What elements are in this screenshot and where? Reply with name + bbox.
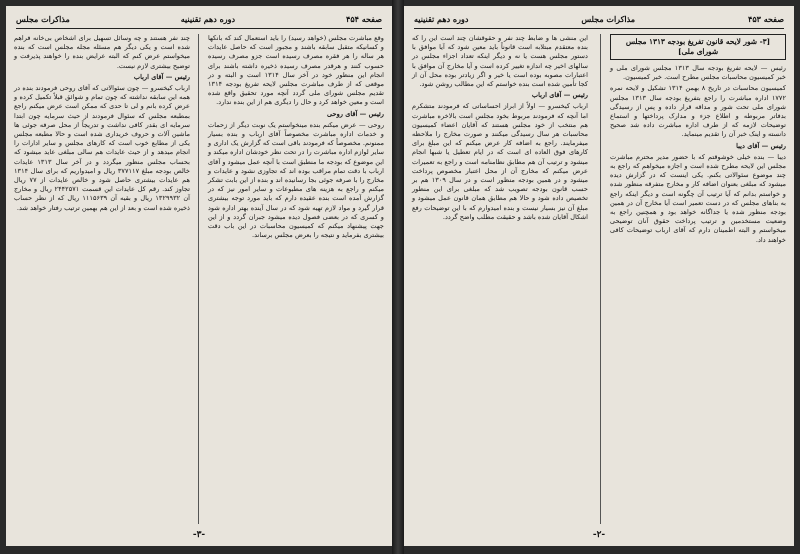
book-gutter (392, 0, 404, 554)
right-header-page-label: صفحه ۴۵۳ (748, 14, 784, 24)
left-header-rule (16, 28, 382, 29)
paragraph: ارباب کیخسرو — چون سئوالاتی که آقای روحی فرمودند بنده در همه این سابقه نداشته که چون تمام و شوائق قبلاً تکمیل کرده و عرض کرده بانم و لی تا حدی که ممکن است عرض میکنم راجع بمطبعه مجلس که سئوال فرمودند از حیث سرمایه چون ابتدا سرمایه ای بقدر کافی نداشت و تدریجاً از محل صرفه جوئی ها ماشین آلات و حروف خریداری شده است و حالا مطبعه مجلس یکی از مطابع خوب است که کارهای مجلس و سایر ادارات را انجام میدهد و از حیث عایدات هم سالی مبلغی عاید میشود که بحساب مجلس منظور میگردد و در آخر سال ۱۳۱۳ عایدات خالص بودجه مبلغ ۳۷۷۱۱۷ ریال و امیدواریم که برای سال ۱۳۱۴ هم عایدات بیشتری حاصل شود و خالص عایدات از ۷۷ ریال تجاوز کند. رقم کل عایدات این قسمت ۲۴۴۲۵۷۱ ریال و مخارج آن ۱۳۲۹۹۳۲ ریال و بقیه آن ۱۱۱۵۶۳۹ ریال که از نظر حساب ذخیره شده است و بعد از این هم بهمین ترتیب رفتار خواهد شد. (14, 84, 191, 212)
right-page-number: -۲- (592, 530, 606, 540)
paragraph: روحی — عرض میکنم بنده مینخواستم یک نوبت دیگر از زحمات و خدمات اداره مباشرت مخصوصاً آقای ارباب و بنده بسیار ممنونم. مخصوصاً که فرمودند باقی است که گزارش یک اداری و سایر لوازم اداره مباشرت را در تحت نظر خودشان اداره میکند و این موضوع که بودجه ما منطبق است با آنچه عمل میشود و آقای ارباب با دقت تمام مراقب بوده اند که تجاوزی نشود و عایدات و مخارج را با صرفه جوئی بجا رسانیده اند و بنده از این بابت تشکر میکنم و راجع به هزینه های مطبوعات و سایر امور نیز که در گزارش آمده است بنده عقیده دارم که باید مورد توجه بیشتری قرار گیرد و مواد لازم تهیه شود که در سال آینده بهتر اداره شود و کسری که در بعضی فصول دیده میشود جبران گردد و از این جهت پیشنهاد میکنم که کمیسیون محاسبات در این باب دقت بیشتری بفرماید و نتیجه را بعرض مجلس برساند. (208, 120, 384, 240)
paragraph: کمیسیون محاسبات در تاریخ ۸ بهمن ۱۳۱۴ تشکیل و لایحه نمره ۱۷۷۲ اداره مباشرت را راجع بتفریغ بودجه سال ۱۳۱۳ مجلس شورای ملی تحت شور و مداقه قرار داده و پس از رسیدگی بدفاتر مربوطه و اطلاع جزء و مدارک پرداختها و استماع توضیحات لازمه که از طرف اداره مباشرت داده شد صحیح دانسته و اینک خبر آن را تقدیم مینماید. (610, 84, 786, 139)
paragraph: رئیس — لایحه تفریغ بودجه سال ۱۳۱۳ مجلس شورای ملی و خبر کمیسیون محاسبات مجلس مطرح است. خبر کمیسیون. (610, 64, 786, 82)
paragraph: این منشی ها و ضابط چند نفر و حقوقشان چند است این را که بنده معتقدم مبتلابه است قانوناً باید معین شود که آیا موافق با دستور مجلس هست یا نه و دیگر اینکه تعداد اجزاء مجلس در سالهای اخیر چه اندازه تغییر کرده است و آیا مخارج آن موافق با اعتبارات مصوبه بوده است یا خیر و اگر زیادتر بوده محل آن از کجا تأمین شده است بنده خواستم که این مطالب روشن شود. (412, 34, 588, 89)
right-header-session: دوره دهم تقنینیه (414, 14, 469, 24)
right-page (404, 6, 794, 546)
paragraph: وقع مباشرت مجلس (خواهد رسید) را باید استعمال کند که بانکها و کسانیکه متقبل سابقه باشند و مجبور است که حاصل عایدات هر ساله را هر فقره مصرف رسیده است جزو مصرف رسیده حسوب کنند و هرقدر مصرف رسیده ذخیره داشته باشند برای انجام این منظور خود در آخر سال ۱۳۱۴ است و البته و در موقعی که از طرف مباشرت مجلس لایحه تفریغ بودجه ۱۳۱۴ تقدیم مجلس شورای ملی گردد آنچه مورد تحقیق واقع شده است و معین خواهد کرد و حال را دیگری هم از این بنده ندارد. (208, 34, 384, 107)
paragraph: چند نفر هستند و چه وسائل تسهیل برای اشخاص بی‌خانه فراهم شده است و یکی دیگر هم مسئله مجله مجلس است که بنده میخواستم عرض کنم که البته عرایض بنده را خواهند پذیرفت و توضیح بیشتری لازم نیست. (14, 34, 190, 70)
left-header-session: دوره دهم تقنینیه (180, 14, 236, 24)
left-page-column-left (14, 34, 190, 215)
left-page (6, 6, 392, 546)
right-page-column-right (610, 34, 786, 247)
left-column-divider (198, 34, 199, 524)
right-column-divider (600, 34, 601, 524)
left-header-title: مذاکرات مجلس (16, 14, 70, 24)
paragraph: دیبا — بنده خیلی خوشوقتم که با حضور مدیر محترم مباشرت مجلس این لایحه مطرح شده است و اجازه میخواهم که راجع به چند موضوع سئوالاتی بکنم. یکی اینست که در گزارش دیده میشود که مبلغی بعنوان اضافه کار و مخارج متفرقه منظور شده و خواستم بدانم که آیا ترتیب آن چگونه است و دیگر اینکه راجع به بناهای مجلس که در دست تعمیر است آیا مخارج آن در همین بودجه منظور شده یا جداگانه خواهد بود و همچنین راجع به وضعیت مستخدمین و ترتیب پرداخت حقوق آنان توضیحی میخواستم و البته اطمینان دارم که آقای ارباب توضیحات کافی خواهند داد. (610, 152, 786, 244)
right-header-rule (414, 28, 784, 29)
left-page-header (16, 12, 382, 26)
left-page-number: -۳- (192, 530, 206, 540)
speaker-heading: رئیس — آقای ارباب (531, 91, 588, 100)
paragraph: ارباب کیخسرو — اولاً از ابراز احساساتی که فرمودند متشکرم اما آنچه که فرمودند مربوط بخود مجلس است بالاخره مباشرت هم منتخب از خود مجلس هستند که آقایان اعضاء کمیسیون محاسبات هر سال رسیدگی میکنند و صورت مخارج را ملاحظه میفرمایند. راجع به اضافه کار عرض میکنم که این مبلغ برای کارهای فوق العاده ای است که در ایام تعطیل یا شبها انجام میشود و ترتیب آن هم مطابق نظامنامه است و راجع به تعمیرات عرض میکنم که مخارج آن از محل اعتبار مخصوص پرداخت میشود و در همین بودجه منظور است و در سال ۱۳۰۹ هم بر حسب قانون بودجه تصویب شد که مبلغی برای این منظور تخصیص داده شود و حالا هم مطابق همان قانون عمل میشود و مبلغ آن نیز بسیار نیست و بنده امیدوارم که با این توضیحات رفع اشکال آقایان شده باشد و حقیقت مطلب واضح گردد. (412, 102, 588, 221)
left-page-column-right (208, 34, 384, 242)
right-page-header (414, 12, 784, 26)
left-header-page-label: صفحه ۴۵۴ (346, 14, 382, 24)
right-page-column-left (412, 34, 588, 224)
speaker-heading: رئیس — آقای ارباب (133, 72, 190, 81)
speaker-heading: رئیس — آقای روحی (327, 109, 384, 118)
right-header-title: مذاکرات مجلس (581, 14, 636, 24)
speaker-heading: رئیس — آقای دیبا (736, 141, 786, 150)
agenda-item-title: [۳- شور لایحه قانون تفریغ بودجه ۱۳۱۳ مجلس شورای ملی] (610, 34, 786, 60)
